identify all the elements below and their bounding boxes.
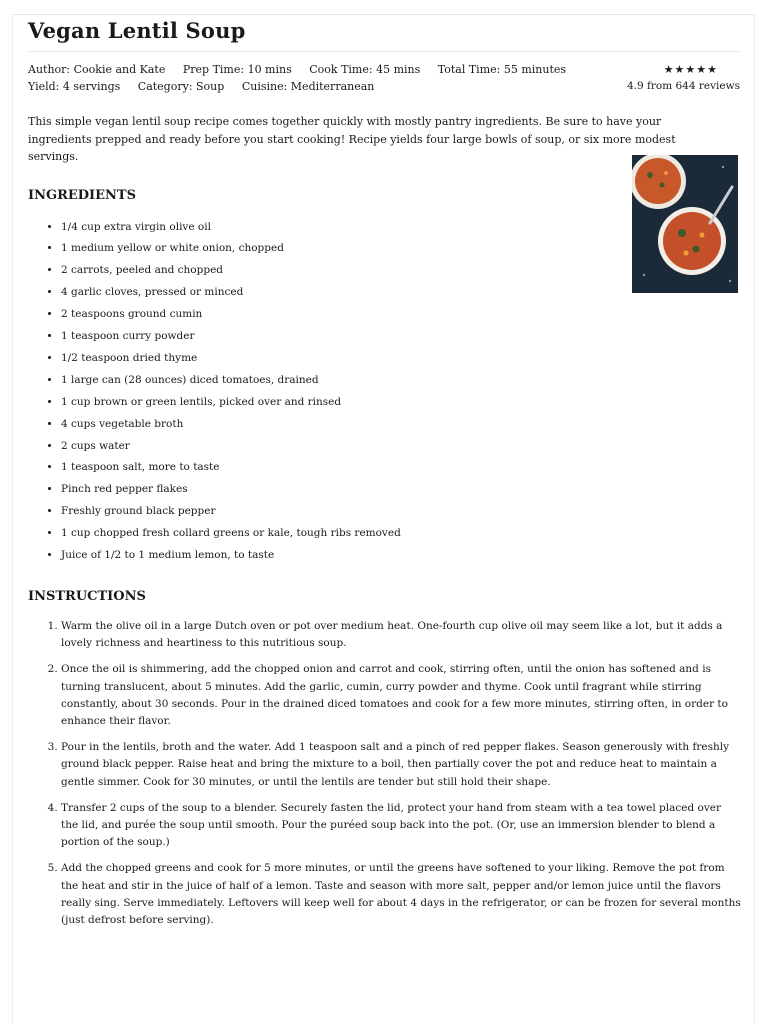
ingredient-item: • Juice of 1/2 to 1 medium lemon, to taste (61, 545, 740, 567)
ingredient-item: • 1 teaspoon salt, more to taste (61, 457, 740, 479)
rating-text: 4.9 from 644 reviews (626, 80, 740, 92)
instruction-step: 5. Add the chopped greens and cook for 5 more minutes, or until the greens have softened to your liking. Remove the pot from the heat and stir in the juice of half of a lemon. Taste and season with more salt, pepper and/or lemon juice until the flavors really sing. Serve immediately. Leftovers will keep well for about 4 days in the refrigerator, or can be frozen for several months (just defrost before serving). (61, 860, 741, 929)
ingredient-item: • 4 garlic cloves, pressed or minced (61, 282, 740, 304)
ingredient-item: • 1 medium yellow or white onion, chopped (61, 238, 740, 260)
soup-photo-svg (632, 155, 738, 293)
ingredient-item: • 1 cup brown or green lentils, picked over and rinsed (61, 392, 740, 414)
ingredient-item: • Freshly ground black pepper (61, 501, 740, 523)
meta-category: Category: Soup (137, 80, 225, 93)
ingredient-item: • 1/4 cup extra virgin olive oil (61, 217, 740, 239)
ingredient-item: • 2 cups water (61, 436, 740, 458)
recipe-title: Vegan Lentil Soup (28, 14, 740, 52)
instruction-step: 1. Warm the olive oil in a large Dutch oven or pot over medium heat. One-fourth cup olive oil may seem like a lot, but it adds a lovely richness and heartiness to this nutritious soup. (61, 618, 741, 652)
ingredient-item: • 1 cup chopped fresh collard greens or kale, tough ribs removed (61, 523, 740, 545)
instruction-step: 3. Pour in the lentils, broth and the water. Add 1 teaspoon salt and a pinch of red pepper flakes. Season generously with freshly ground black pepper. Raise heat and bring the mixture to a boil, then partially cover the pot and reduce heat to maintain a gentle simmer. Cook for 30 minutes, or until the lentils are tender but still hold their shape. (61, 739, 741, 791)
ingredients-heading: INGREDIENTS (28, 187, 136, 203)
star-rating-icon[interactable]: ★★★★★ (663, 63, 718, 76)
meta-total-time: Total Time: 55 minutes (437, 63, 567, 76)
instruction-step: 4. Transfer 2 cups of the soup to a blender. Securely fasten the lid, protect your hand from steam with a tea towel placed over the lid, and purée the soup until smooth. Pour the puréed soup back into the pot. (Or, use an immersion blender to blend a portion of the soup.) (61, 800, 741, 852)
meta-prep-time: Prep Time: 10 mins (182, 63, 292, 76)
instructions-heading: INSTRUCTIONS (28, 589, 146, 604)
ingredient-item: • 4 cups vegetable broth (61, 414, 740, 436)
meta-cuisine: Cuisine: Mediterranean (241, 80, 375, 93)
ingredient-item: • 1 teaspoon curry powder (61, 326, 740, 348)
soup-photo-icon (632, 155, 738, 293)
recipe-card (28, 14, 740, 938)
ingredient-item: • Pinch red pepper flakes (61, 479, 740, 501)
recipe-meta (28, 61, 740, 95)
ingredient-item: • 1 large can (28 ounces) diced tomatoes, drained (61, 370, 740, 392)
instructions-list (28, 618, 741, 929)
ingredient-item: • 1/2 teaspoon dried thyme (61, 348, 740, 370)
ingredient-item: • 2 carrots, peeled and chopped (61, 260, 740, 282)
recipe-intro: This simple vegan lentil soup recipe comes together quickly with mostly pantry ingredients. Be sure to have your ingredients prepped and ready before you start cooking! Recipe yields four large bowls of soup, or six more modest servings. (28, 115, 676, 163)
meta-yield: Yield: 4 servings (28, 80, 121, 93)
rating-block[interactable] (627, 61, 740, 95)
instruction-step: 2. Once the oil is shimmering, add the chopped onion and carrot and cook, stirring often, until the onion has softened and is turning translucent, about 5 minutes. Add the garlic, cumin, curry powder and thyme. Cook until fragrant while stirring constantly, about 30 seconds. Pour in the drained diced tomatoes and cook for a few more minutes, stirring often, in order to enhance their flavor. (61, 661, 741, 730)
meta-author: Author: Cookie and Kate (28, 63, 166, 76)
meta-cook-time: Cook Time: 45 mins (309, 63, 421, 76)
ingredient-item: • 2 teaspoons ground cumin (61, 304, 740, 326)
